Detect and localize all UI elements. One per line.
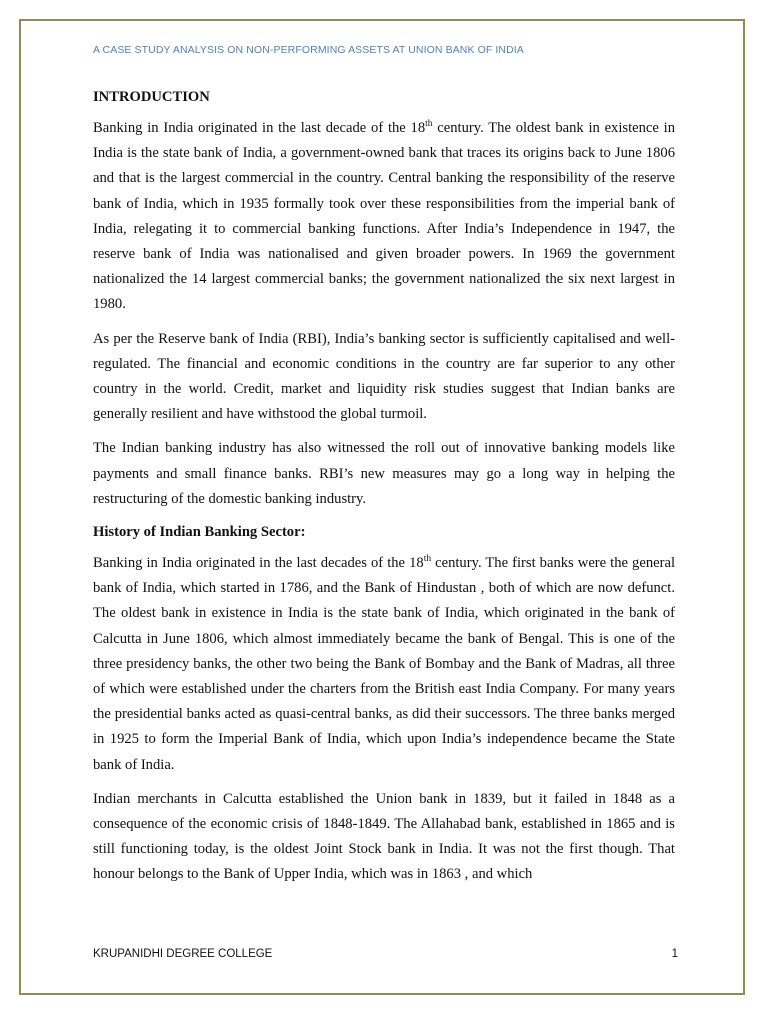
paragraph-intro-3: The Indian banking industry has also witnessed the roll out of innovative banking models like payments and small finance banks. RBI’s new measures may go a long way in helping the restructuring of the domestic banking industry.	[93, 440, 675, 507]
paragraph-history-1	[93, 551, 675, 778]
paragraph-intro-1	[93, 116, 675, 318]
history-heading: History of Indian Banking Sector:	[93, 524, 306, 541]
superscript: th	[425, 119, 433, 129]
running-header: A CASE STUDY ANALYSIS ON NON-PERFORMING ASSETS AT UNION BANK OF INDIA	[93, 44, 524, 56]
paragraph-intro-2: As per the Reserve bank of India (RBI), India’s banking sector is sufficiently capitalised and well-regulated. The financial and economic conditions in the country are far superior to any other country in the world. Credit, market and liquidity risk studies suggest that Indian banks are generally resilient and have withstood the global turmoil.	[93, 330, 675, 423]
text-span: century. The first banks were the general bank of India, which started in 1786, and the Bank of Hindustan , both of which are now defunct. The oldest bank in existence in India is the state bank of India, which originated in the bank of Calcutta in June 1806, which almost immediately became the bank of Bengal. This is one of the three presidency banks, the other two being the Bank of Bombay and the Bank of Madras, all three of which were established under the charters from the British east India Company. For many years the presidential banks acted as quasi-central banks, as did their successors. The three banks merged in 1925 to form the Imperial Bank of India, which upon India’s independence became the State bank of India.	[93, 555, 675, 773]
introduction-heading: INTRODUCTION	[93, 89, 210, 105]
footer-college: KRUPANIDHI DEGREE COLLEGE	[93, 948, 273, 960]
document-body	[93, 86, 675, 897]
superscript: th	[423, 554, 432, 565]
text-span: Banking in India originated in the last decade of the 18	[93, 120, 426, 136]
text-span: century. The oldest bank in existence in India is the state bank of India, a government-owned bank that traces its origins back to June 1806 and that is the largest commercial in the country. Central banking the responsibility of the reserve bank of India, which in 1935 formally took over these responsibilities from the imperial bank of India, relegating it to commercial banking functions. After India’s Independence in 1947, the reserve bank of India was nationalised and given broader powers. In 1969 the government nationalized the 14 largest commercial banks; the government nationalized the six next largest in 1980.	[93, 120, 675, 313]
text-span: Banking in India originated in the last decades of the 18	[93, 555, 424, 572]
paragraph-history-2: Indian merchants in Calcutta established the Union bank in 1839, but it failed in 1848 as a consequence of the economic crisis of 1848-1849. The Allahabad bank, established in 1865 and is still functioning today, is the oldest Joint Stock bank in India. It was not the first though. That honour belongs to the Bank of Upper India, which was in 1863 , and which	[93, 790, 675, 883]
page-number: 1	[671, 948, 678, 960]
